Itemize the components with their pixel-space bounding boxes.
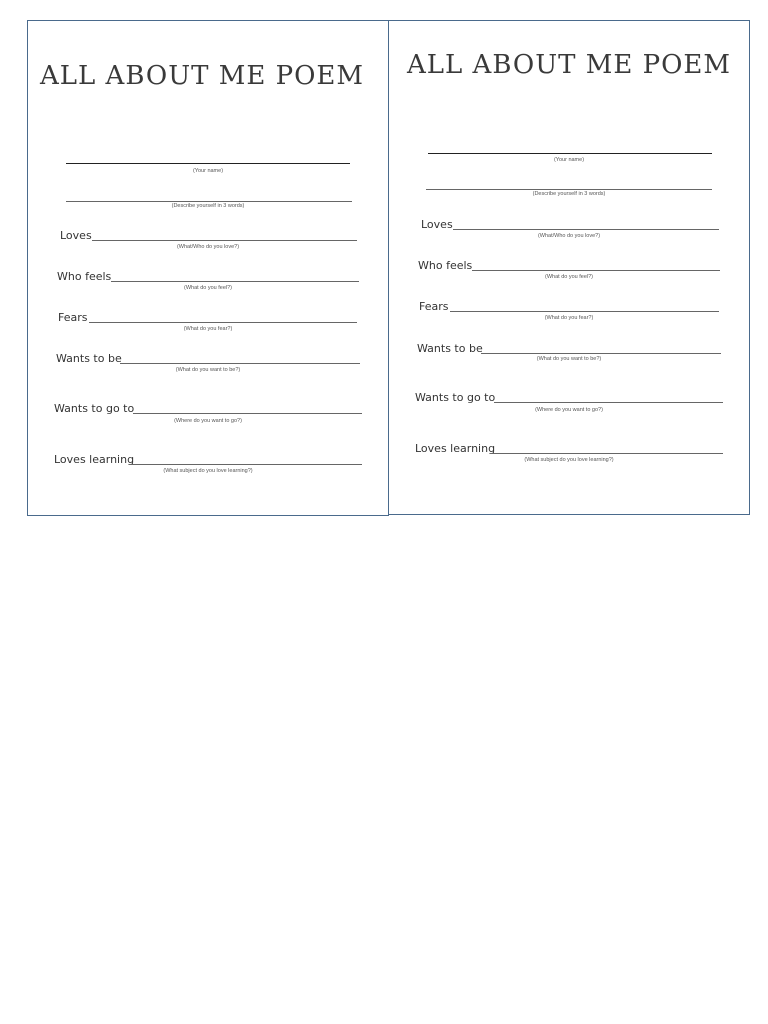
loves-label: Loves bbox=[60, 229, 92, 242]
describe-hint: (Describe yourself in 3 words) bbox=[532, 191, 606, 197]
wants-to-be-label: Wants to be bbox=[417, 342, 483, 355]
fears-line[interactable] bbox=[89, 322, 357, 323]
wants-to-go-line[interactable] bbox=[494, 402, 723, 403]
loves-line[interactable] bbox=[92, 240, 357, 241]
feels-label: Who feels bbox=[418, 259, 473, 272]
loves-line[interactable] bbox=[453, 229, 719, 230]
wants-to-go-label: Wants to go to bbox=[54, 402, 135, 415]
wants-to-be-hint: (What do you want to be?) bbox=[175, 367, 241, 373]
loves-learning-line[interactable] bbox=[130, 464, 362, 465]
poem-title: ALL ABOUT ME POEM bbox=[39, 61, 365, 91]
fears-label: Fears bbox=[419, 300, 449, 313]
fears-hint: (What do you fear?) bbox=[183, 326, 233, 332]
name-line[interactable] bbox=[428, 153, 712, 154]
wants-to-be-label: Wants to be bbox=[56, 352, 122, 365]
feels-label: Who feels bbox=[57, 270, 112, 283]
name-hint: (Your name) bbox=[553, 157, 585, 163]
wants-to-be-line[interactable] bbox=[481, 353, 721, 354]
name-line[interactable] bbox=[66, 163, 350, 164]
feels-line[interactable] bbox=[111, 281, 359, 282]
loves-hint: (What/Who do you love?) bbox=[537, 233, 601, 239]
loves-learning-line[interactable] bbox=[491, 453, 723, 454]
fears-line[interactable] bbox=[450, 311, 719, 312]
wants-to-go-hint: (Where do you want to go?) bbox=[174, 418, 242, 424]
feels-line[interactable] bbox=[472, 270, 720, 271]
poem-card-right bbox=[388, 20, 750, 515]
name-hint: (Your name) bbox=[192, 168, 224, 174]
wants-to-go-hint: (Where do you want to go?) bbox=[535, 407, 603, 413]
wants-to-go-line[interactable] bbox=[133, 413, 362, 414]
fears-hint: (What do you fear?) bbox=[544, 315, 594, 321]
loves-learning-hint: (What subject do you love learning?) bbox=[524, 457, 614, 463]
describe-line[interactable] bbox=[426, 189, 712, 190]
loves-learning-label: Loves learning bbox=[54, 453, 135, 466]
describe-line[interactable] bbox=[66, 201, 352, 202]
poem-title: ALL ABOUT ME POEM bbox=[406, 50, 732, 80]
wants-to-go-label: Wants to go to bbox=[415, 391, 496, 404]
loves-learning-label: Loves learning bbox=[415, 442, 496, 455]
wants-to-be-line[interactable] bbox=[120, 363, 360, 364]
loves-label: Loves bbox=[421, 218, 453, 231]
feels-hint: (What do you feel?) bbox=[184, 285, 232, 291]
describe-hint: (Describe yourself in 3 words) bbox=[171, 203, 245, 209]
loves-learning-hint: (What subject do you love learning?) bbox=[163, 468, 253, 474]
poem-card-left bbox=[27, 20, 389, 516]
feels-hint: (What do you feel?) bbox=[545, 274, 593, 280]
fears-label: Fears bbox=[58, 311, 88, 324]
loves-hint: (What/Who do you love?) bbox=[176, 244, 240, 250]
wants-to-be-hint: (What do you want to be?) bbox=[536, 356, 602, 362]
